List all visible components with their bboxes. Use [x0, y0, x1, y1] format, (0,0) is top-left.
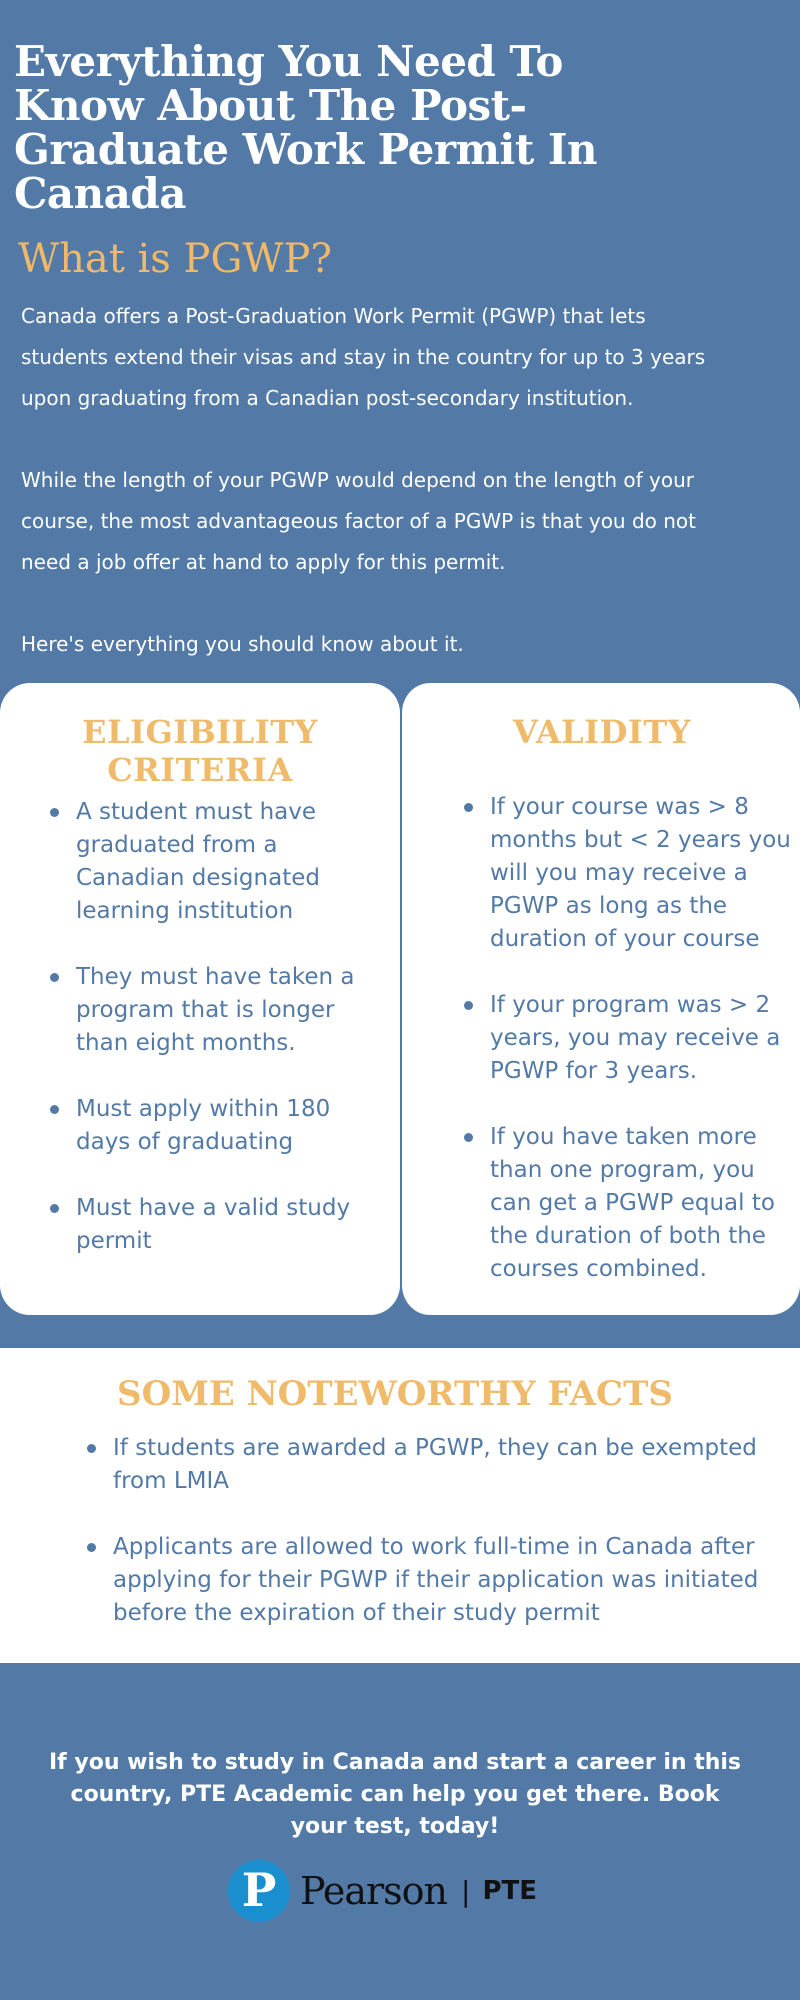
bullet-icon	[464, 1133, 473, 1142]
intro-paragraph: Canada offers a Post-Graduation Work Permit (PGWP) that lets students extend their visas and stay in the country for up to 3 years upon graduating from a Canadian post-secondary institution.	[21, 304, 706, 410]
bullet-icon	[50, 973, 59, 982]
list-item-text: Applicants are allowed to work full-time in Canada after applying for their PGWP if their application was initiated before the expiration of their study permit	[113, 1534, 759, 1626]
list-item	[50, 1192, 360, 1258]
list-item-text: If your program was > 2 years, you may receive a PGWP for 3 years.	[490, 992, 781, 1084]
bullet-icon	[464, 1001, 473, 1010]
section-subtitle: What is PGWP?	[18, 236, 332, 282]
list-item-text: A student must have graduated from a Canadian designated learning institution	[76, 799, 320, 924]
pearson-pte-logo	[228, 1856, 537, 1926]
pearson-logo-icon	[228, 1860, 290, 1922]
list-item	[50, 796, 360, 928]
brand-product: PTE	[482, 1876, 538, 1906]
list-item-text: Must apply within 180 days of graduating	[76, 1096, 331, 1155]
facts-list	[87, 1432, 767, 1663]
list-item	[87, 1432, 767, 1498]
validity-list	[464, 791, 794, 1319]
list-item-text: If your course was > 8 months but < 2 years you will you may receive a PGWP as long as the duration of your course	[490, 794, 791, 952]
list-item-text: They must have taken a program that is longer than eight months.	[76, 964, 355, 1056]
validity-card	[400, 683, 800, 1315]
bullet-icon	[50, 808, 59, 817]
list-item	[50, 1093, 360, 1159]
facts-heading: SOME NOTEWORTHY FACTS	[117, 1374, 673, 1414]
call-to-action-text: If you wish to study in Canada and start a career in this country, PTE Academic can help you get there. Book your test, today!	[48, 1750, 742, 1839]
bullet-icon	[87, 1543, 96, 1552]
page-title: Everything You Need To Know About The Post-Graduate Work Permit In Canada	[14, 37, 598, 218]
list-item-text: If students are awarded a PGWP, they can be exempted from LMIA	[113, 1435, 757, 1494]
list-item	[464, 1121, 794, 1286]
eligibility-list	[50, 796, 360, 1291]
noteworthy-facts-section	[0, 1348, 800, 1663]
list-item-text: Must have a valid study permit	[76, 1195, 351, 1254]
list-item	[464, 989, 794, 1088]
logo-letter: P	[241, 1863, 277, 1917]
bullet-icon	[50, 1204, 59, 1213]
list-item	[50, 961, 360, 1060]
list-item-text: If you have taken more than one program, you can get a PGWP equal to the duration of both the courses combined.	[490, 1124, 775, 1282]
intro-paragraph: Here's everything you should know about it.	[21, 632, 464, 656]
brand-name: Pearson	[300, 1869, 448, 1913]
validity-heading: VALIDITY	[512, 713, 691, 751]
brand-separator: |	[461, 1874, 471, 1908]
bullet-icon	[87, 1444, 96, 1453]
bullet-icon	[464, 803, 473, 812]
list-item	[87, 1531, 767, 1630]
intro-text	[21, 296, 721, 706]
eligibility-heading: ELIGIBILITY CRITERIA	[82, 713, 318, 789]
bullet-icon	[50, 1105, 59, 1114]
list-item	[464, 791, 794, 956]
eligibility-card	[0, 683, 400, 1315]
intro-paragraph: While the length of your PGWP would depend on the length of your course, the most advantageous factor of a PGWP is that you do not need a job offer at hand to apply for this permit.	[21, 468, 696, 574]
